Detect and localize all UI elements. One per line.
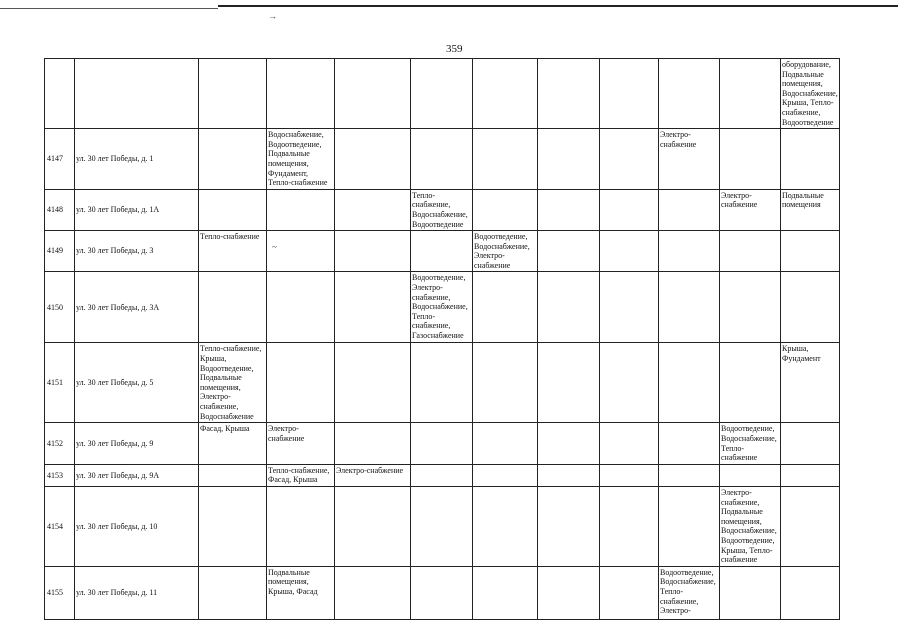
work-cell	[335, 464, 411, 486]
address-cell: ул. 30 лет Победы, д. 1А	[75, 189, 199, 230]
address-cell: ул. 30 лет Победы, д. 9А	[75, 464, 199, 486]
row-number-cell: 4148	[45, 189, 75, 230]
table-row	[45, 231, 840, 272]
work-cell	[267, 59, 335, 129]
address-cell	[75, 59, 199, 129]
work-cell	[267, 487, 335, 567]
work-cell	[720, 59, 781, 129]
row-number-cell: 4154	[45, 487, 75, 567]
work-cell	[411, 566, 473, 619]
row-number-cell: 4149	[45, 231, 75, 272]
work-cell	[199, 423, 267, 464]
row-number-cell: 4155	[45, 566, 75, 619]
address-cell: ул. 30 лет Победы, д. 5	[75, 343, 199, 423]
work-cell-text: Тепло-снабжение, Крыша, Водоотведение, Подвальные помещения, Электро- снабжение, Водоснабжение	[200, 344, 262, 421]
repair-schedule-table	[44, 58, 840, 620]
work-cell	[781, 487, 840, 567]
work-cell	[720, 129, 781, 190]
table-row	[45, 566, 840, 619]
work-cell	[538, 129, 600, 190]
work-cell-text: Водоотведение, Водоснабжение, Тепло- снабжение, Электро-	[660, 567, 716, 616]
work-cell	[335, 487, 411, 567]
work-cell	[659, 464, 720, 486]
table-row	[45, 487, 840, 567]
work-cell	[538, 566, 600, 619]
work-cell	[199, 59, 267, 129]
top-rule-right	[218, 5, 898, 7]
top-rule-left	[0, 8, 218, 9]
work-cell	[199, 343, 267, 423]
work-cell	[659, 343, 720, 423]
work-cell	[199, 272, 267, 343]
work-cell-text: Электро- снабжение	[721, 190, 758, 210]
work-cell	[538, 423, 600, 464]
work-cell	[473, 231, 538, 272]
work-cell	[335, 272, 411, 343]
work-cell	[473, 343, 538, 423]
work-cell	[720, 566, 781, 619]
work-cell	[659, 272, 720, 343]
work-cell-text: Водоснабжение, Водоотведение, Подвальные помещения, Фундамент, Тепло-снабжение	[268, 130, 328, 188]
work-cell	[720, 487, 781, 567]
work-cell-text: Тепло-снабжение, Фасад, Крыша	[268, 465, 330, 485]
work-cell	[659, 566, 720, 619]
work-cell	[473, 487, 538, 567]
work-cell	[335, 423, 411, 464]
work-cell	[600, 272, 659, 343]
work-cell	[659, 129, 720, 190]
work-cell	[720, 231, 781, 272]
work-cell-text: Тепло-снабжение	[200, 232, 260, 242]
work-cell	[411, 59, 473, 129]
work-cell	[538, 487, 600, 567]
work-cell	[538, 59, 600, 129]
table-row	[45, 189, 840, 230]
work-cell	[720, 423, 781, 464]
work-cell	[199, 231, 267, 272]
work-cell-text: Электро- снабжение	[660, 130, 697, 149]
work-cell	[659, 59, 720, 129]
work-cell	[659, 231, 720, 272]
address-cell: ул. 30 лет Победы, д. 10	[75, 487, 199, 567]
table-row	[45, 59, 840, 129]
work-cell	[659, 487, 720, 567]
work-cell	[267, 189, 335, 230]
work-cell	[473, 464, 538, 486]
table-row	[45, 464, 840, 486]
work-cell	[538, 189, 600, 230]
work-cell	[411, 231, 473, 272]
work-cell	[781, 129, 840, 190]
work-cell	[781, 272, 840, 343]
work-cell	[473, 59, 538, 129]
work-cell	[781, 423, 840, 464]
address-cell: ул. 30 лет Победы, д. 9	[75, 423, 199, 464]
work-cell	[781, 464, 840, 486]
work-cell	[199, 487, 267, 567]
work-cell	[411, 129, 473, 190]
work-cell	[600, 59, 659, 129]
work-cell	[600, 343, 659, 423]
work-cell	[473, 129, 538, 190]
work-cell	[267, 566, 335, 619]
work-cell	[781, 189, 840, 230]
work-cell	[720, 272, 781, 343]
work-cell	[335, 189, 411, 230]
work-cell-text: Подвальные помещения	[782, 190, 824, 210]
work-cell	[267, 231, 335, 272]
work-cell	[199, 464, 267, 486]
work-cell	[267, 129, 335, 190]
work-cell	[720, 464, 781, 486]
work-cell-text: Водоотведение, Водоснабжение, Электро- снабжение	[474, 232, 530, 270]
work-cell	[411, 464, 473, 486]
work-cell	[538, 231, 600, 272]
work-cell	[335, 231, 411, 272]
work-cell	[659, 189, 720, 230]
work-cell	[781, 566, 840, 619]
work-cell	[335, 59, 411, 129]
work-cell	[600, 231, 659, 272]
row-number-cell: 4150	[45, 272, 75, 343]
work-cell	[335, 343, 411, 423]
work-cell	[411, 487, 473, 567]
work-cell	[473, 423, 538, 464]
work-cell-text: Электро-снабжение	[336, 465, 404, 475]
work-cell-text: Фасад, Крыша	[200, 424, 250, 434]
row-number-cell: 4153	[45, 464, 75, 486]
work-cell-text: Тепло- снабжение, Водоснабжение, Водоотведение	[412, 190, 468, 229]
table-row	[45, 423, 840, 464]
work-cell	[600, 487, 659, 567]
work-cell	[411, 272, 473, 343]
work-cell	[720, 189, 781, 230]
work-cell-text: Водоотведение, Электро- снабжение, Водоснабжение, Тепло- снабжение, Газоснабжение	[412, 273, 468, 341]
work-cell	[411, 189, 473, 230]
work-cell	[781, 231, 840, 272]
row-number-cell	[45, 59, 75, 129]
work-cell	[600, 129, 659, 190]
work-cell	[267, 343, 335, 423]
work-cell	[600, 423, 659, 464]
stray-mark: ~	[272, 242, 277, 252]
work-cell	[473, 566, 538, 619]
work-cell	[600, 189, 659, 230]
address-cell: ул. 30 лет Победы, д. 3А	[75, 272, 199, 343]
table-body	[45, 59, 840, 620]
work-cell-text: Подвальные помещения, Крыша, Фасад	[268, 567, 318, 596]
work-cell	[781, 59, 840, 129]
work-cell	[199, 566, 267, 619]
work-cell	[473, 189, 538, 230]
work-cell	[600, 464, 659, 486]
page-number: 359	[446, 43, 463, 55]
top-mark: →	[268, 11, 277, 21]
work-cell-text: оборудование, Подвальные помещения, Водоснабжение, Крыша, Тепло- снабжение, Водоотведение	[782, 60, 838, 127]
work-cell	[267, 464, 335, 486]
work-cell	[411, 343, 473, 423]
work-cell	[335, 566, 411, 619]
work-cell	[720, 343, 781, 423]
work-cell	[538, 464, 600, 486]
work-cell	[659, 423, 720, 464]
address-cell: ул. 30 лет Победы, д. 1	[75, 129, 199, 190]
work-cell-text: Электро- снабжение, Подвальные помещения, Водоснабжение, Водоотведение, Крыша, Тепло- снабжение	[721, 488, 777, 565]
table-row	[45, 343, 840, 423]
address-cell: ул. 30 лет Победы, д. 11	[75, 566, 199, 619]
row-number-cell: 4152	[45, 423, 75, 464]
table-row	[45, 129, 840, 190]
work-cell	[538, 272, 600, 343]
work-cell	[335, 129, 411, 190]
row-number-cell: 4151	[45, 343, 75, 423]
work-cell-text: Электро- снабжение	[268, 424, 305, 444]
work-cell	[473, 272, 538, 343]
work-cell	[411, 423, 473, 464]
work-cell	[267, 272, 335, 343]
work-cell	[538, 343, 600, 423]
address-cell: ул. 30 лет Победы, д. 3	[75, 231, 199, 272]
work-cell	[600, 566, 659, 619]
work-cell	[781, 343, 840, 423]
work-cell-text: Водоотведение, Водоснабжение, Тепло- снабжение	[721, 424, 777, 463]
table-row	[45, 272, 840, 343]
work-cell	[199, 129, 267, 190]
row-number-cell: 4147	[45, 129, 75, 190]
work-cell-text: Крыша, Фундамент	[782, 344, 821, 364]
work-cell	[267, 423, 335, 464]
work-cell	[199, 189, 267, 230]
